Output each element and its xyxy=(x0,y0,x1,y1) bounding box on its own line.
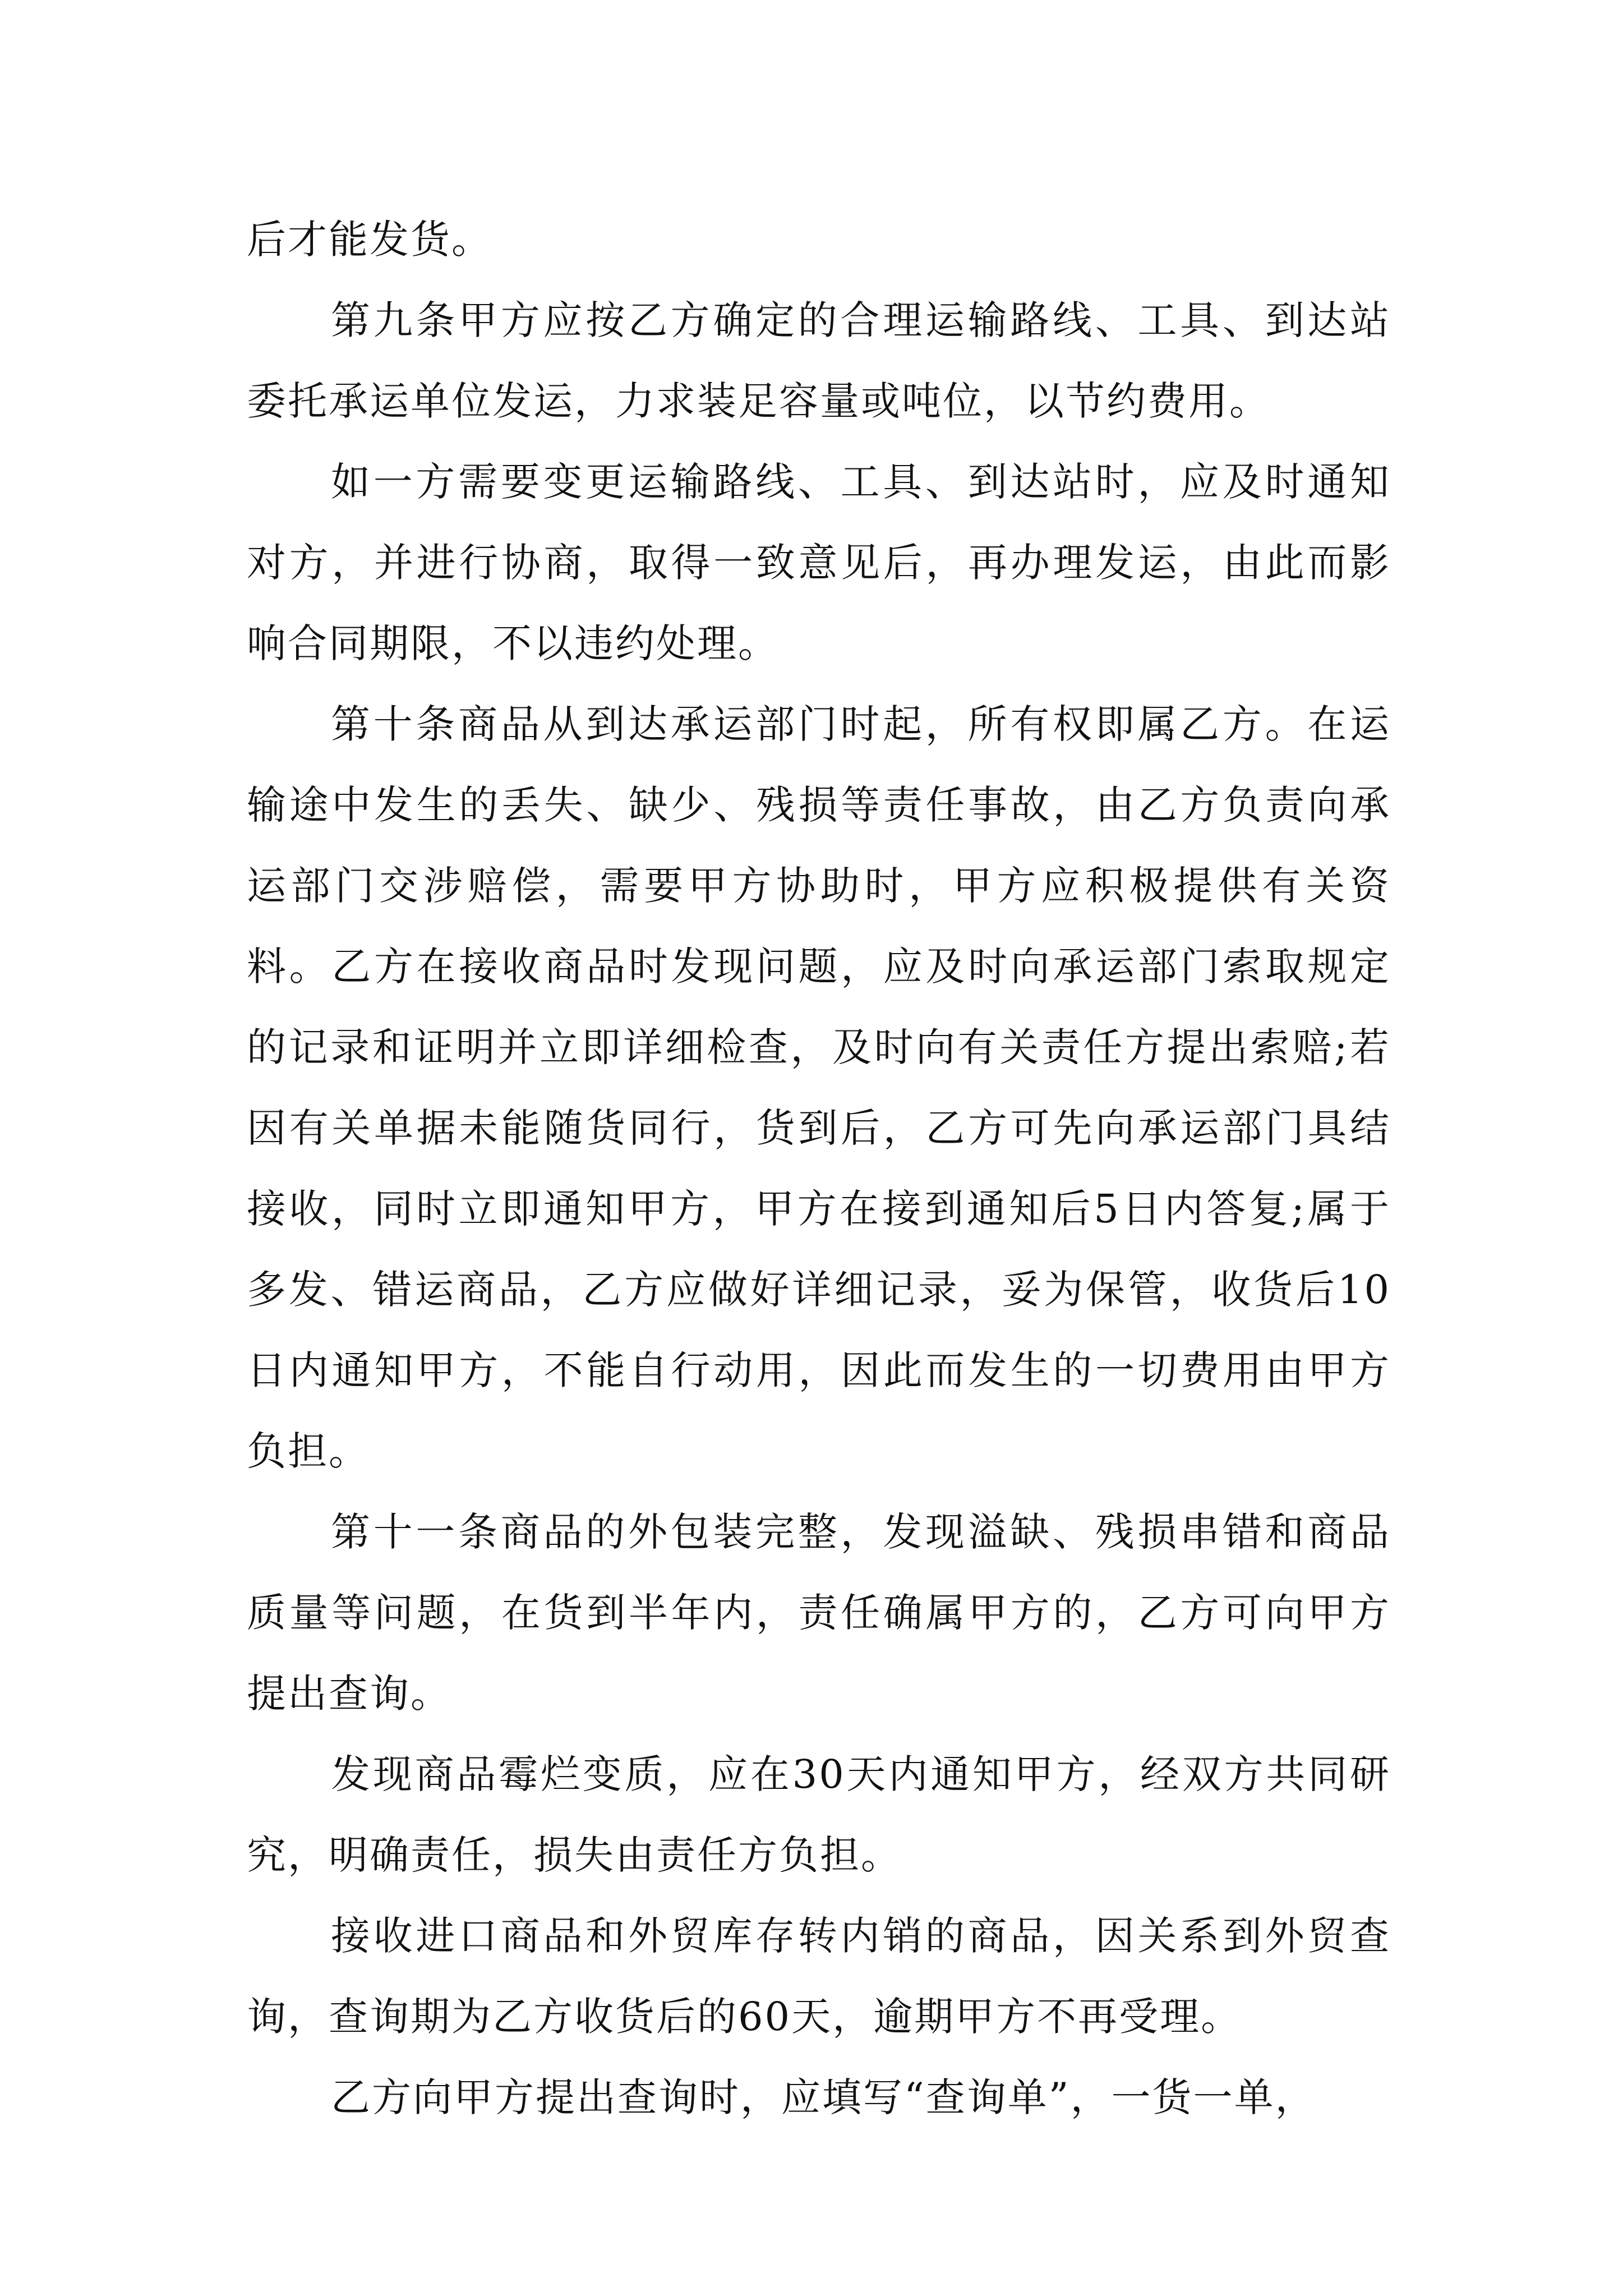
paragraph-article-9: 第九条甲方应按乙方确定的合理运输路线、工具、到达站委托承运单位发运，力求装足容量或吨位，以节约费用。 xyxy=(247,297,1391,424)
paragraph-continuation: 后才能发货。 xyxy=(247,217,492,263)
paragraph-route-change: 如一方需要变更运输路线、工具、到达站时，应及时通知对方，并进行协商，取得一致意见后，再办理发运，由此而影响合同期限，不以违约处理。 xyxy=(247,459,1391,666)
paragraph-article-11: 第十一条商品的外包装完整，发现溢缺、残损串错和商品质量等问题，在货到半年内，责任确属甲方的，乙方可向甲方提出查询。 xyxy=(247,1509,1391,1717)
contract-body-text xyxy=(247,199,1391,2138)
paragraph-inquiry-form: 乙方向甲方提出查询时，应填写“查询单”，一货一单， xyxy=(331,2074,1316,2120)
paragraph-spoilage: 发现商品霉烂变质，应在30天内通知甲方，经双方共同研究，明确责任，损失由责任方负担。 xyxy=(247,1751,1391,1878)
paragraph-article-10: 第十条商品从到达承运部门时起，所有权即属乙方。在运输途中发生的丢失、缺少、残损等责任事故，由乙方负责向承运部门交涉赔偿，需要甲方协助时，甲方应积极提供有关资料。乙方在接收商品时发现问题，应及时向承运部门索取规定的记录和证明并立即详细检查，及时向有关责任方提出索赔;若因有关单据未能随货同行，货到后，乙方可先向承运部门具结接收，同时立即通知甲方，甲方在接到通知后5日内答复;属于多发、错运商品，乙方应做好详细记录，妥为保管，收货后10日内通知甲方，不能自行动用，因此而发生的一切费用由甲方负担。 xyxy=(247,701,1391,1474)
paragraph-import-goods: 接收进口商品和外贸库存转内销的商品，因关系到外贸查询，查询期为乙方收货后的60天，逾期甲方不再受理。 xyxy=(247,1913,1391,2040)
